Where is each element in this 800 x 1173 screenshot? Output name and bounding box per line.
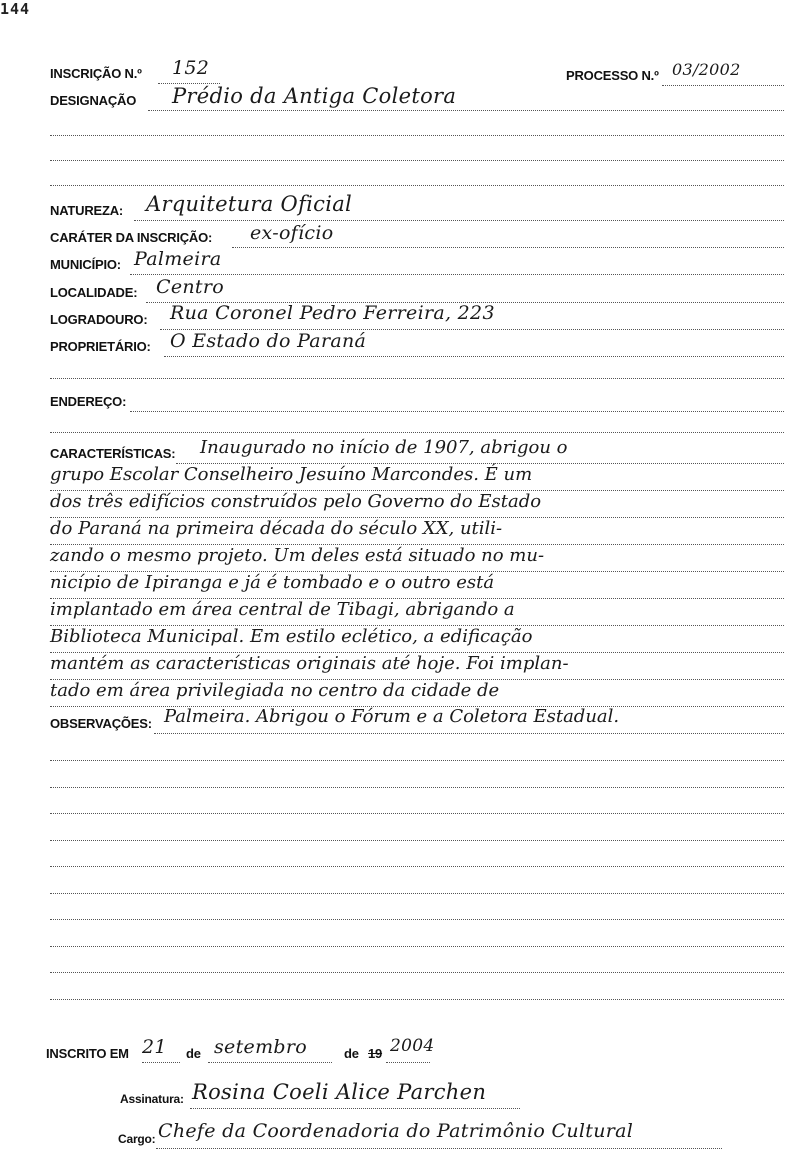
designacao-value: Prédio da Antiga Coletora (172, 84, 457, 108)
observacoes-line (50, 840, 784, 841)
natureza-line (134, 220, 784, 221)
caracteristicas-text-line: tado em área privilegiada no centro da cidade de (50, 680, 500, 701)
assinatura-value: Rosina Coeli Alice Parchen (192, 1080, 487, 1104)
inscrito-year-prefix: 19 (368, 1046, 383, 1061)
inscrito-de-2: de (344, 1046, 359, 1061)
municipio-line (130, 274, 784, 275)
processo-label: PROCESSO N.º (566, 68, 659, 83)
cargo-label: Cargo: (118, 1132, 156, 1146)
observacoes-line (50, 919, 784, 920)
inscrito-month-line (208, 1062, 332, 1063)
cargo-value: Chefe da Coordenadoria do Patrimônio Cultural (158, 1120, 634, 1142)
carater-label: CARÁTER DA INSCRIÇÃO: (50, 230, 213, 245)
logradouro-value: Rua Coronel Pedro Ferreira, 223 (170, 302, 495, 324)
localidade-label: LOCALIDADE: (50, 285, 138, 300)
inscrito-day: 21 (142, 1036, 167, 1058)
observacoes-value: Palmeira. Abrigou o Fórum e a Coletora Estadual. (164, 706, 620, 727)
caracteristicas-label: CARACTERÍSTICAS: (50, 446, 176, 461)
caracteristicas-text-line: mantém as características originais até hoje. Foi implan- (50, 653, 569, 674)
logradouro-label: LOGRADOURO: (50, 312, 148, 327)
observacoes-line (50, 813, 784, 814)
inscrito-label: INSCRITO EM (46, 1046, 129, 1061)
processo-value: 03/2002 (672, 60, 741, 79)
proprietario-line-2 (50, 378, 784, 379)
caracteristicas-text-line: grupo Escolar Conselheiro Jesuíno Marcondes. É um (50, 464, 533, 485)
inscrito-year-line (386, 1062, 430, 1063)
designacao-line-4 (50, 185, 784, 186)
inscrito-day-line (142, 1062, 180, 1063)
inscrito-de-1: de (186, 1046, 201, 1061)
observacoes-line (50, 866, 784, 867)
inscrito-year: 2004 (390, 1036, 435, 1056)
carater-value: ex-ofício (250, 222, 334, 244)
natureza-label: NATUREZA: (50, 203, 124, 218)
cargo-line (156, 1148, 722, 1149)
municipio-label: MUNICÍPIO: (50, 257, 121, 272)
endereco-line-2 (50, 432, 784, 433)
inscricao-label: INSCRIÇÃO N.º (50, 66, 142, 81)
observacoes-line (50, 946, 784, 947)
proprietario-label: PROPRIETÁRIO: (50, 339, 151, 354)
caracteristicas-text-line: do Paraná na primeira década do século XX, utili- (50, 518, 503, 539)
observacoes-line (50, 893, 784, 894)
carater-line (232, 247, 784, 248)
observacoes-line (50, 760, 784, 761)
caracteristicas-text-line: zando o mesmo projeto. Um deles está situado no mu- (50, 545, 545, 566)
page-number: 144 (0, 0, 31, 18)
processo-line (662, 85, 784, 86)
inscrito-month: setembro (214, 1036, 307, 1058)
assinatura-label: Assinatura: (120, 1092, 184, 1106)
endereco-line (130, 411, 784, 412)
caracteristicas-text-line: Biblioteca Municipal. Em estilo eclético, a edificação (50, 626, 533, 647)
municipio-value: Palmeira (134, 248, 222, 270)
localidade-value: Centro (156, 276, 224, 298)
designacao-line-3 (50, 160, 784, 161)
designacao-line-2 (50, 135, 784, 136)
caracteristicas-text-line: implantado em área central de Tibagi, abrigando a (50, 599, 515, 620)
proprietario-value: O Estado do Paraná (170, 330, 367, 352)
observacoes-line (50, 972, 784, 973)
designacao-line (148, 110, 784, 111)
assinatura-line (190, 1108, 520, 1109)
inscricao-value: 152 (172, 57, 210, 79)
proprietario-line (164, 356, 784, 357)
observacoes-line (50, 999, 784, 1000)
observacoes-line (50, 787, 784, 788)
endereco-label: ENDEREÇO: (50, 394, 127, 409)
observacoes-label: OBSERVAÇÕES: (50, 716, 152, 731)
caracteristicas-text-line: nicípio de Ipiranga e já é tombado e o outro está (50, 572, 495, 593)
caracteristicas-text-line: dos três edifícios construídos pelo Governo do Estado (50, 491, 542, 512)
observacoes-line (154, 733, 784, 734)
designacao-label: DESIGNAÇÃO (50, 93, 137, 108)
caracteristicas-text-line: Inaugurado no início de 1907, abrigou o (200, 437, 568, 458)
natureza-value: Arquitetura Oficial (146, 192, 353, 216)
